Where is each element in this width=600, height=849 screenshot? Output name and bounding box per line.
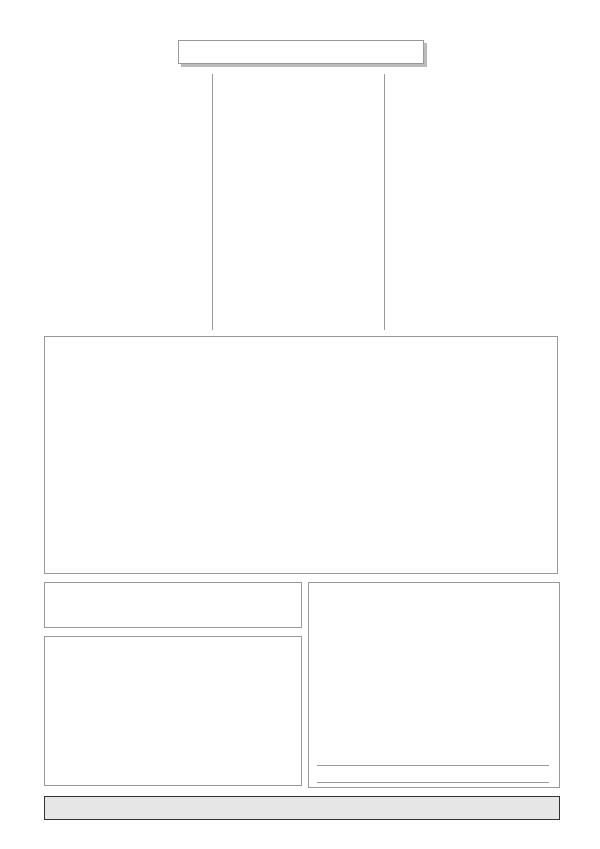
footer-banner — [44, 796, 560, 820]
thanks-total-row — [317, 765, 549, 783]
offerings-section — [308, 582, 560, 788]
welcome-section — [44, 636, 302, 786]
finance-section — [44, 336, 558, 574]
divider — [384, 74, 385, 330]
section-title — [178, 40, 424, 64]
wedding-section — [390, 232, 560, 234]
divider — [212, 74, 213, 330]
attendance-box — [44, 582, 302, 628]
